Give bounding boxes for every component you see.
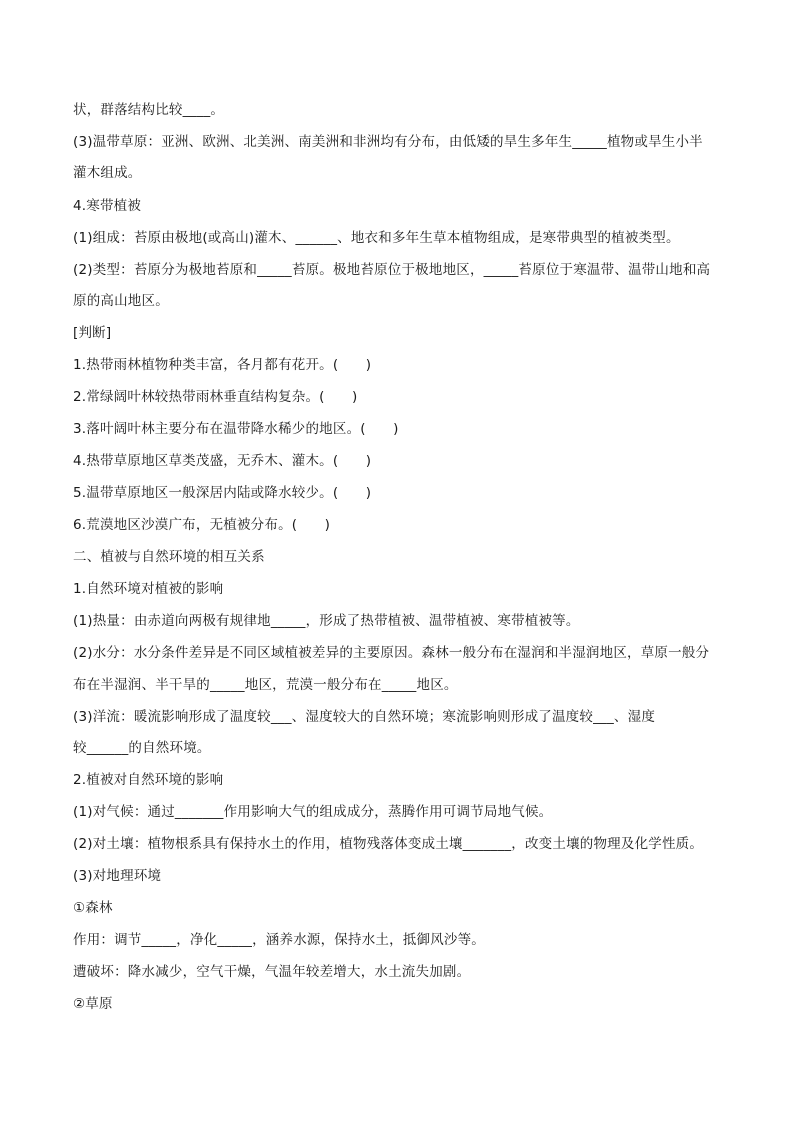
judgement-item: 3.落叶阔叶林主要分布在温带降水稀少的地区。( ) [73,421,399,437]
judgement-item: 4.热带草原地区草类茂盛，无乔木、灌木。( ) [73,453,372,469]
judgement-item: 2.常绿阔叶林较热带雨林垂直结构复杂。( ) [73,389,358,405]
text-line: 状，群落结构比较____。 [73,102,225,118]
section-heading: 二、植被与自然环境的相互关系 [73,549,265,565]
section-heading: 2.植被对自然环境的影响 [73,772,224,788]
text-line: 布在半湿润、半干旱的_____地区，荒漠一般分布在_____地区。 [73,677,458,693]
text-line: (3)对地理环境 [73,868,162,884]
text-line: 较______的自然环境。 [73,740,211,756]
section-heading: 1.自然环境对植被的影响 [73,581,224,597]
judgement-item: 5.温带草原地区一般深居内陆或降水较少。( ) [73,485,372,501]
section-heading: 4.寒带植被 [73,198,142,214]
text-line: (2)水分：水分条件差异是不同区域植被差异的主要原因。森林一般分布在湿润和半湿润地区，草原一般分 [73,645,710,661]
text-line: 作用：调节_____，净化_____，涵养水源，保持水土，抵御风沙等。 [73,932,485,948]
text-line: 灌木组成。 [73,165,142,181]
text-line: ②草原 [73,996,113,1012]
text-line: 原的高山地区。 [73,293,169,309]
text-line: (1)对气候：通过_______作用影响大气的组成成分，蒸腾作用可调节局地气候。 [73,804,553,820]
section-heading: [判断] [73,325,112,341]
text-line: 遭破坏：降水减少，空气干燥，气温年较差增大，水土流失加剧。 [73,964,471,980]
text-line: (2)对土壤：植物根系具有保持水土的作用，植物残落体变成土壤_______，改变土壤的物理及化学性质。 [73,836,704,852]
judgement-item: 6.荒漠地区沙漠广布，无植被分布。( ) [73,517,331,533]
text-line: (3)温带草原：亚洲、欧洲、北美洲、南美洲和非洲均有分布，由低矮的旱生多年生_____植物或旱生小半 [73,134,703,150]
judgement-item: 1.热带雨林植物种类丰富，各月都有花开。( ) [73,357,372,373]
text-line: (3)洋流：暖流影响形成了温度较___、湿度较大的自然环境；寒流影响则形成了温度较___、湿度 [73,709,656,725]
text-line: (1)组成：苔原由极地(或高山)灌木、______、地衣和多年生草本植物组成，是寒带典型的植被类型。 [73,230,680,246]
text-line: (1)热量：由赤道向两极有规律地_____，形成了热带植被、温带植被、寒带植被等。 [73,613,580,629]
text-line: (2)类型：苔原分为极地苔原和_____苔原。极地苔原位于极地地区，_____苔原位于寒温带、温带山地和高 [73,262,711,278]
text-line: ①森林 [73,900,113,916]
